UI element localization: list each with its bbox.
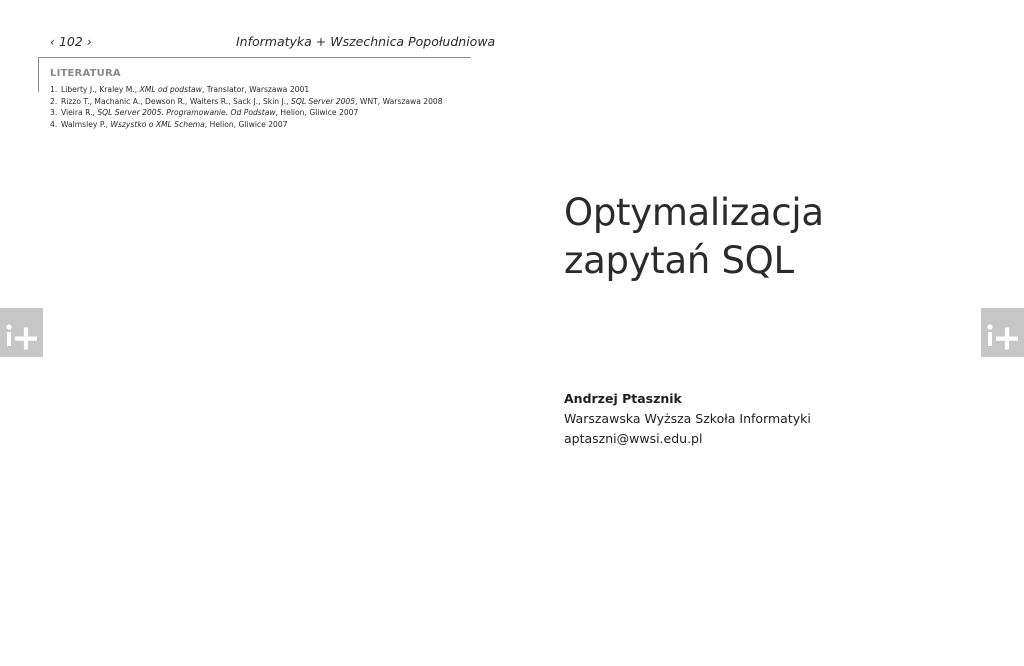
literature-item-number: 4. xyxy=(50,120,58,130)
literature-box-edge xyxy=(38,57,39,92)
running-head: Informatyka + Wszechnica Popołudniowa xyxy=(236,34,496,49)
side-tab-right xyxy=(981,308,1024,357)
literature-item-number: 2. xyxy=(50,96,58,106)
literature-item-authors: Walmsley P., xyxy=(61,120,111,130)
literature-item-title: SQL Server 2005. Programowanie. Od Podstaw xyxy=(97,108,276,118)
side-tab-left xyxy=(0,308,43,357)
literature-item-authors: Vieira R., xyxy=(61,108,98,118)
literature-item xyxy=(50,107,443,119)
literature-item xyxy=(50,84,443,96)
literature-item-publisher: , Helion, Gliwice 2007 xyxy=(204,120,288,130)
chapter-title-line-2: zapytań SQL xyxy=(564,239,794,282)
literature-list xyxy=(50,84,443,131)
literature-item-publisher: , Translator, Warszawa 2001 xyxy=(201,85,310,94)
literature-item xyxy=(50,96,443,108)
literature-item-number: 3. xyxy=(50,108,58,118)
literature-item-authors: Rizzo T., Machanic A., Dewson R., Walters R., Sack J., Skin J., xyxy=(61,96,292,106)
literature-heading: LITERATURA xyxy=(50,68,121,79)
literature-item xyxy=(50,119,443,131)
page-number: ‹ 102 › xyxy=(50,34,92,49)
literature-item-publisher: , Helion, Gliwice 2007 xyxy=(275,108,359,118)
header-divider xyxy=(38,57,471,58)
chapter-title xyxy=(564,189,824,285)
literature-item-title: SQL Server 2005 xyxy=(291,96,356,106)
author-email: aptaszni@wwsi.edu.pl xyxy=(564,431,703,446)
chapter-title-line-1: Optymalizacja xyxy=(564,191,824,234)
literature-item-title: XML od podstaw xyxy=(139,85,202,94)
literature-item-title: Wszystko o XML Schema xyxy=(110,120,205,130)
i-plus-logo-icon xyxy=(0,308,43,357)
literature-item-publisher: , WNT, Warszawa 2008 xyxy=(355,96,443,106)
author-affiliation: Warszawska Wyższa Szkoła Informatyki xyxy=(564,411,811,426)
literature-item-authors: Liberty J., Kraley M., xyxy=(61,85,140,94)
literature-item-number: 1. xyxy=(50,85,58,94)
i-plus-logo-icon xyxy=(981,308,1024,357)
author-name: Andrzej Ptasznik xyxy=(564,391,682,406)
author-block xyxy=(564,389,811,449)
